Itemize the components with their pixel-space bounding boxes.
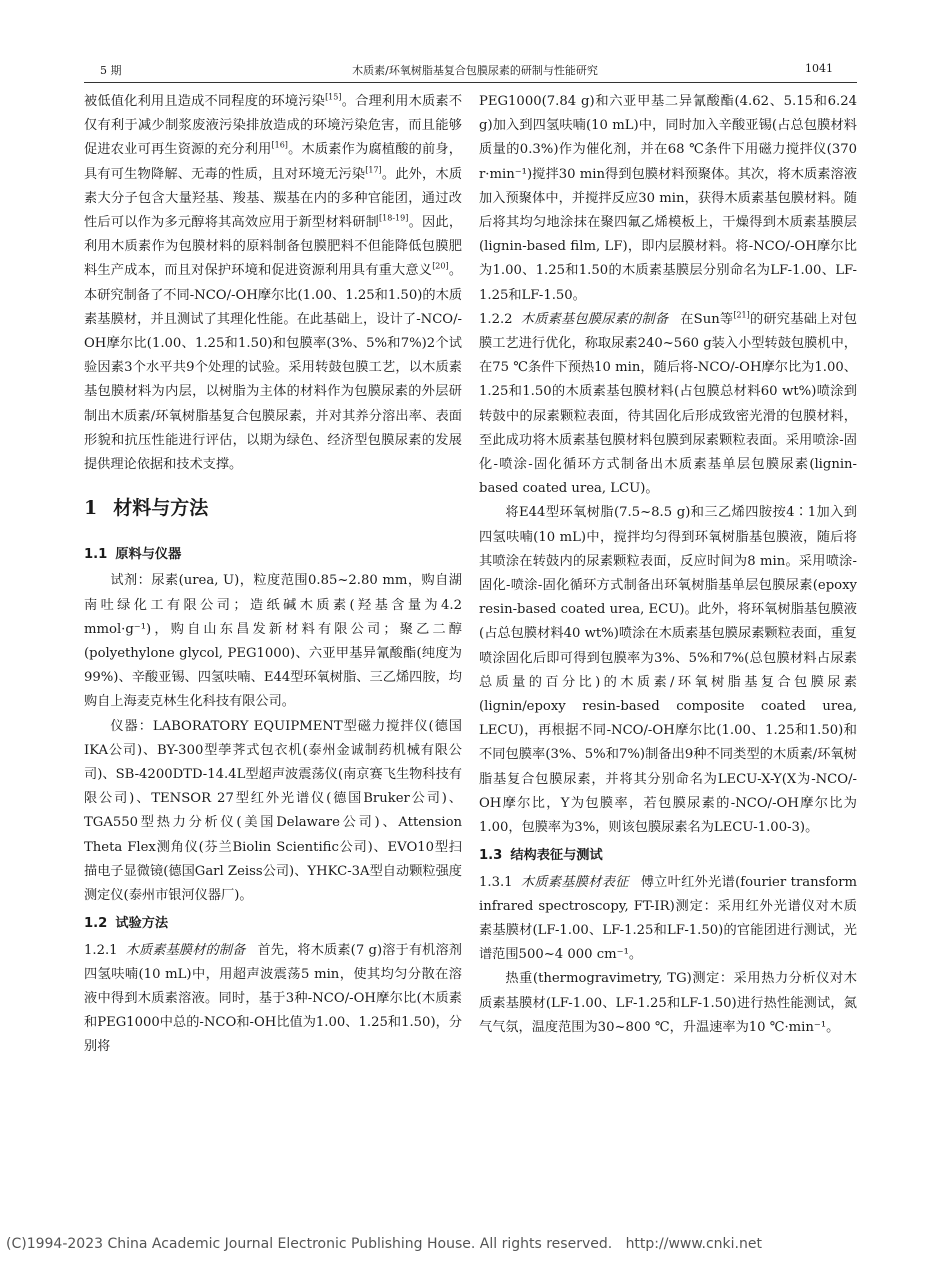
section-1-3-1-paragraph	[479, 871, 857, 968]
citation: [20]	[432, 262, 449, 272]
section-title: 结构表征与测试	[510, 848, 603, 864]
running-title: 木质素/环氧树脂基复合包膜尿素的研制与性能研究	[352, 64, 598, 77]
text-run: 被低值化利用且造成不同程度的环境污染	[84, 94, 326, 109]
page-number: 1041	[805, 62, 833, 75]
text-run: 。合理利用木质素不仅有利于减少制浆废液污染排放造成的环境污染危害，而且能够促进农业可再生资源的充分利用	[84, 94, 463, 158]
section-title: 试验方法	[115, 916, 169, 932]
section-1-2-2-paragraph	[479, 308, 857, 502]
continued-paragraph: PEG1000(7.84 g)和六亚甲基二异氰酸酯(4.62、5.15和6.24 g)加入到四氢呋喃(10 mL)中，同时加入辛酸亚锡(占总包膜材料质量的0.3%)作为催化剂，并在68 ℃条件下用磁力搅拌仪(370 r·min⁻¹)搅拌30 min得到包膜材料预聚体。其次，将木质素溶液加入预聚体中，并搅拌反应30 min，获得木质素基包膜材料。随后将其均匀地涂抹在聚四氟乙烯模板上，干燥得到木质素基膜层(lignin-based film, LF)，即内层膜材料。将-NCO/-OH摩尔比为1.00、1.25和1.50的木质素基膜层分别命名为LF-1.00、LF-1.25和LF-1.50。	[479, 94, 857, 303]
section-1-2-1-paragraph	[84, 939, 462, 1060]
left-column	[84, 90, 462, 1060]
tg-paragraph: 热重(thermogravimetry, TG)测定：采用热力分析仪对木质素基膜材(LF-1.00、LF-1.25和LF-1.50)进行热性能测试，氮气气氛，温度范围为30~800 ℃，升温速率为10 ℃·min⁻¹。	[479, 971, 857, 1035]
instruments-paragraph: 仪器：LABORATORY EQUIPMENT型磁力搅拌仪(德国IKA公司)、BY-300型荸荠式包衣机(泰州金诚制药机械有限公司)、SB-4200DTD-14.4L型超声波震荡仪(南京赛飞生物科技有限公司)、TENSOR 27型红外光谱仪(德国Bruker公司)、TGA550型热力分析仪(美国Delaware公司)、Attension Theta Flex测角仪(芬兰Biolin Scientific公司)、EVO10型扫描电子显微镜(德国Garl Zeiss公司)、YHKC-3A型自动颗粒强度测定仪(泰州市银河仪器厂)。	[84, 718, 462, 904]
header-rule	[84, 82, 857, 83]
subsection-title: 木质素基包膜尿素的制备	[520, 311, 669, 327]
section-heading-1-3	[479, 844, 857, 868]
section-heading-1-2	[84, 912, 462, 936]
section-number: 1.1	[84, 547, 108, 563]
text-run: 。木质素作为腐植酸的前身，具有可生物降解、无毒的性质，且对环境无污染	[84, 142, 462, 182]
reagents-paragraph: 试剂：尿素(urea, U)，粒度范围0.85~2.80 mm，购自湖南吐绿化工有限公司；造纸碱木质素(羟基含量为4.2 mmol·g⁻¹)，购自山东昌发新材料有限公司；聚乙二醇(polyethylone glycol, PEG1000)、六亚甲基异氰酸酯(纯度为99%)、辛酸亚锡、四氢呋喃、E44型环氧树脂、三乙烯四胺，均购自上海麦克林生化科技有限公司。	[84, 573, 462, 710]
text-run: 傅立叶红外光谱(fourier transform infrared spectroscopy, FT-IR)测定：采用红外光谱仪对木质素基膜材(LF-1.00、LF-1.25和LF-1.50)的官能团进行测试，光谱范围500~4 000 cm⁻¹。	[479, 874, 857, 963]
copyright-footer	[6, 1236, 936, 1252]
section-number: 1.2	[84, 916, 108, 932]
footer-url: http://www.cnki.net	[625, 1236, 762, 1252]
section-title: 材料与方法	[113, 497, 209, 520]
section-number: 1	[84, 497, 98, 520]
section-heading-1	[84, 495, 462, 521]
text-run: 。此外，木质素大分子包含大量羟基、羧基、羰基在内的多种官能团，通过改性后可以作为多元醇将其高效应用于新型材料研制	[84, 166, 463, 231]
copyright-text: (C)1994-2023 China Academic Journal Electronic Publishing House. All rights reserved.	[6, 1236, 613, 1252]
text-run: 首先，将木质素(7 g)溶于有机溶剂四氢呋喃(10 mL)中，用超声波震荡5 min，使其均匀分散在溶液中得到木质素溶液。同时，基于3种-NCO/-OH摩尔比(木质素和PEG1000中总的-NCO和-OH比值为1.00、1.25和1.50)，分别将	[84, 942, 462, 1055]
text-run: 。因此，利用木质素作为包膜材料的原料制备包膜肥料不但能降低包膜肥料生产成本，而且对保护环境和促进资源利用具有重大意义	[84, 215, 463, 279]
citation: [16]	[271, 141, 288, 151]
subsection-number: 1.2.2	[479, 311, 513, 327]
text-run: 的研究基础上对包膜工艺进行优化，称取尿素240~560 g装入小型转鼓包膜机中，在75 ℃条件下预热10 min，随后将-NCO/-OH摩尔比为1.00、1.25和1.50的木质素基包膜材料(占包膜总材料60 wt%)喷涂到转鼓中的尿素颗粒表面，待其固化后形成致密光滑的包膜材料，至此成功将木质素基包膜材料包膜到尿素颗粒表面。采用喷涂-固化-喷涂-固化循环方式制备出木质素基单层包膜尿素(lignin-based coated urea, LCU)。	[479, 311, 858, 497]
section-title: 原料与仪器	[115, 547, 182, 563]
text-run: 。本研究制备了不同-NCO/-OH摩尔比(1.00、1.25和1.50)的木质素基膜材，并且测试了其理化性能。在此基础上，设计了-NCO/-OH摩尔比(1.00、1.25和1.50)和包膜率(3%、5%和7%)2个试验因素3个水平共9个处理的试验。采用转鼓包膜工艺，以木质素基包膜材料为内层，以树脂为主体的材料作为包膜尿素的外层研制出木质素/环氧树脂基复合包膜尿素，并对其养分溶出率、表面形貌和抗压性能进行评估，以期为绿色、经济型包膜尿素的发展提供理论依据和技术支撑。	[84, 263, 463, 473]
issue-number: 5 期	[100, 64, 122, 77]
subsection-number: 1.2.1	[84, 942, 118, 958]
citation: [15]	[325, 92, 342, 102]
page-header	[0, 0, 950, 80]
text-run: 在Sun等	[680, 311, 734, 327]
subsection-title: 木质素基膜材的制备	[125, 942, 246, 958]
right-column	[479, 90, 857, 1040]
citation: [18-19]	[379, 213, 409, 223]
epoxy-paragraph: 将E44型环氧树脂(7.5~8.5 g)和三乙烯四胺按4∶1加入到四氢呋喃(10 mL)中，搅拌均匀得到环氧树脂基包膜液，随后将其喷涂在转鼓内的尿素颗粒表面，反应时间为8 min。采用喷涂-固化-喷涂-固化循环方式制备出环氧树脂基单层包膜尿素(epoxy resin-based coated urea, ECU)。此外，将环氧树脂基包膜液(占总包膜材料40 wt%)喷涂在木质素基包膜尿素颗粒表面，重复喷涂固化后即可得到包膜率为3%、5%和7%(总包膜材料占尿素总质量的百分比)的木质素/环氧树脂基复合包膜尿素(lignin/epoxy resin-based composite coated urea, LECU)，再根据不同-NCO/-OH摩尔比(1.00、1.25和1.50)和不同包膜率(3%、5%和7%)制备出9种不同类型的木质素/环氧树脂基复合包膜尿素，并将其分别命名为LECU-X-Y(X为-NCO/-OH摩尔比，Y为包膜率，若包膜尿素的-NCO/-OH摩尔比为1.00，包膜率为3%，则该包膜尿素名为LECU-1.00-3)。	[479, 505, 857, 836]
citation: [17]	[365, 165, 382, 175]
subsection-title: 木质素基膜材表征	[520, 874, 629, 890]
subsection-number: 1.3.1	[479, 874, 513, 890]
intro-paragraph	[84, 90, 462, 477]
section-heading-1-1	[84, 543, 462, 567]
section-number: 1.3	[479, 848, 503, 864]
citation: [21]	[733, 310, 750, 320]
